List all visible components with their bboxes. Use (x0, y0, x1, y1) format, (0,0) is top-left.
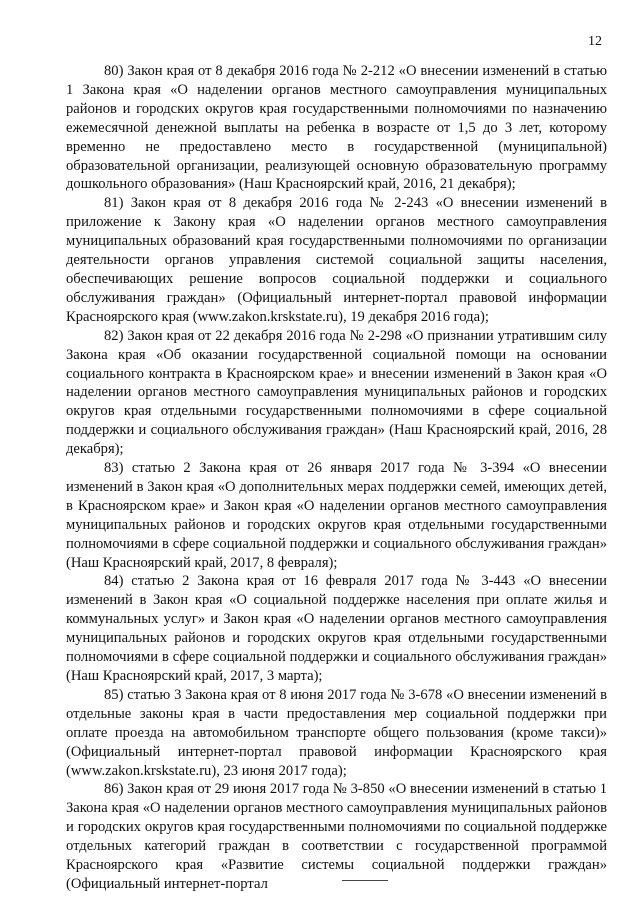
list-item-80: 80) Закон края от 8 декабря 2016 года № 2-212 «О внесении изменений в статью 1 Закона края «О наделении органов местного самоуправления муниципальных районов и городских округов края государственными полномочиями по назначению ежемесячной денежной выплаты на ребенка в возрасте от 1,5 до 3 лет, которому временно не предоставлено место в государственной (муниципальной) образовательной организации, реализующей основную образовательную программу дошкольного образования» (Наш Красноярский край, 2016, 21 декабря); (66, 63, 607, 193)
list-item-82: 82) Закон края от 22 декабря 2016 года № 2-298 «О признании утратившим силу Закона края «Об оказании государственной социальной помощи на основании социального контракта в Красноярском крае» и внесении изменений в Закон края «О наделении органов местного самоуправления муниципальных районов и городских округов края отдельными государственными полномочиями в сфере социальной поддержки и социального обслуживания граждан» (Наш Красноярский край, 2016, 28 декабря); (66, 327, 607, 458)
list-item-85: 85) статью 3 Закона края от 8 июня 2017 года № 3-678 «О внесении изменений в отдельные законы края в части предоставления мер социальной поддержки при оплате проезда на автомобильном транспорте общего пользования (кроме такси)» (Официальный интернет-портал правовой информации Красноярского края (www.zakon.krskstate.ru), 23 июня 2017 года); (66, 686, 607, 779)
list-item-83: 83) статью 2 Закона края от 26 января 2017 года № 3-394 «О внесении изменений в Закон края «О дополнительных мерах поддержки семей, имеющих детей, в Красноярском крае» и Закон края «О наделении органов местного самоуправления муниципальных районов и городских округов края отдельными государственными полномочиями в сфере социальной поддержки и социального обслуживания граждан» (Наш Красноярский край, 2017, 8 февраля); (66, 460, 607, 571)
list-item-84: 84) статью 2 Закона края от 16 февраля 2017 года № 3-443 «О внесении изменений в Закон края «О социальной поддержке населения при оплате жилья и коммунальных услуг» и Закон края «О наделении органов местного самоуправления муниципальных районов и городских округов края отдельными государственными полномочиями в сфере социальной поддержки и социального обслуживания граждан» (Наш Красноярский край, 2017, 3 марта); (66, 573, 607, 684)
document-body (66, 62, 607, 894)
footer-divider (342, 880, 388, 881)
list-item-81: 81) Закон края от 8 декабря 2016 года № 2-243 «О внесении изменений в приложение к Закону края «О наделении органов местного самоуправления муниципальных образований края государственными полномочиями по организации деятельности органов управления системой социальной защиты населения, обеспечивающих решение вопросов социальной поддержки и социального обслуживания граждан» (Официальный интернет-портал правовой информации Красноярского края (www.zakon.krskstate.ru), 19 декабря 2016 года); (66, 195, 607, 325)
page-number: 12 (588, 34, 602, 49)
list-item-86: 86) Закон края от 29 июня 2017 года № 3-850 «О внесении изменений в статью 1 Закона края «О наделении органов местного самоуправления муниципальных районов и городских округов края государственными полномочиями по социальной поддержке отдельных категорий граждан в соответствии с государственной программой Красноярского края «Развитие системы социальной поддержки граждан» (Официальный интернет-портал (66, 781, 607, 892)
